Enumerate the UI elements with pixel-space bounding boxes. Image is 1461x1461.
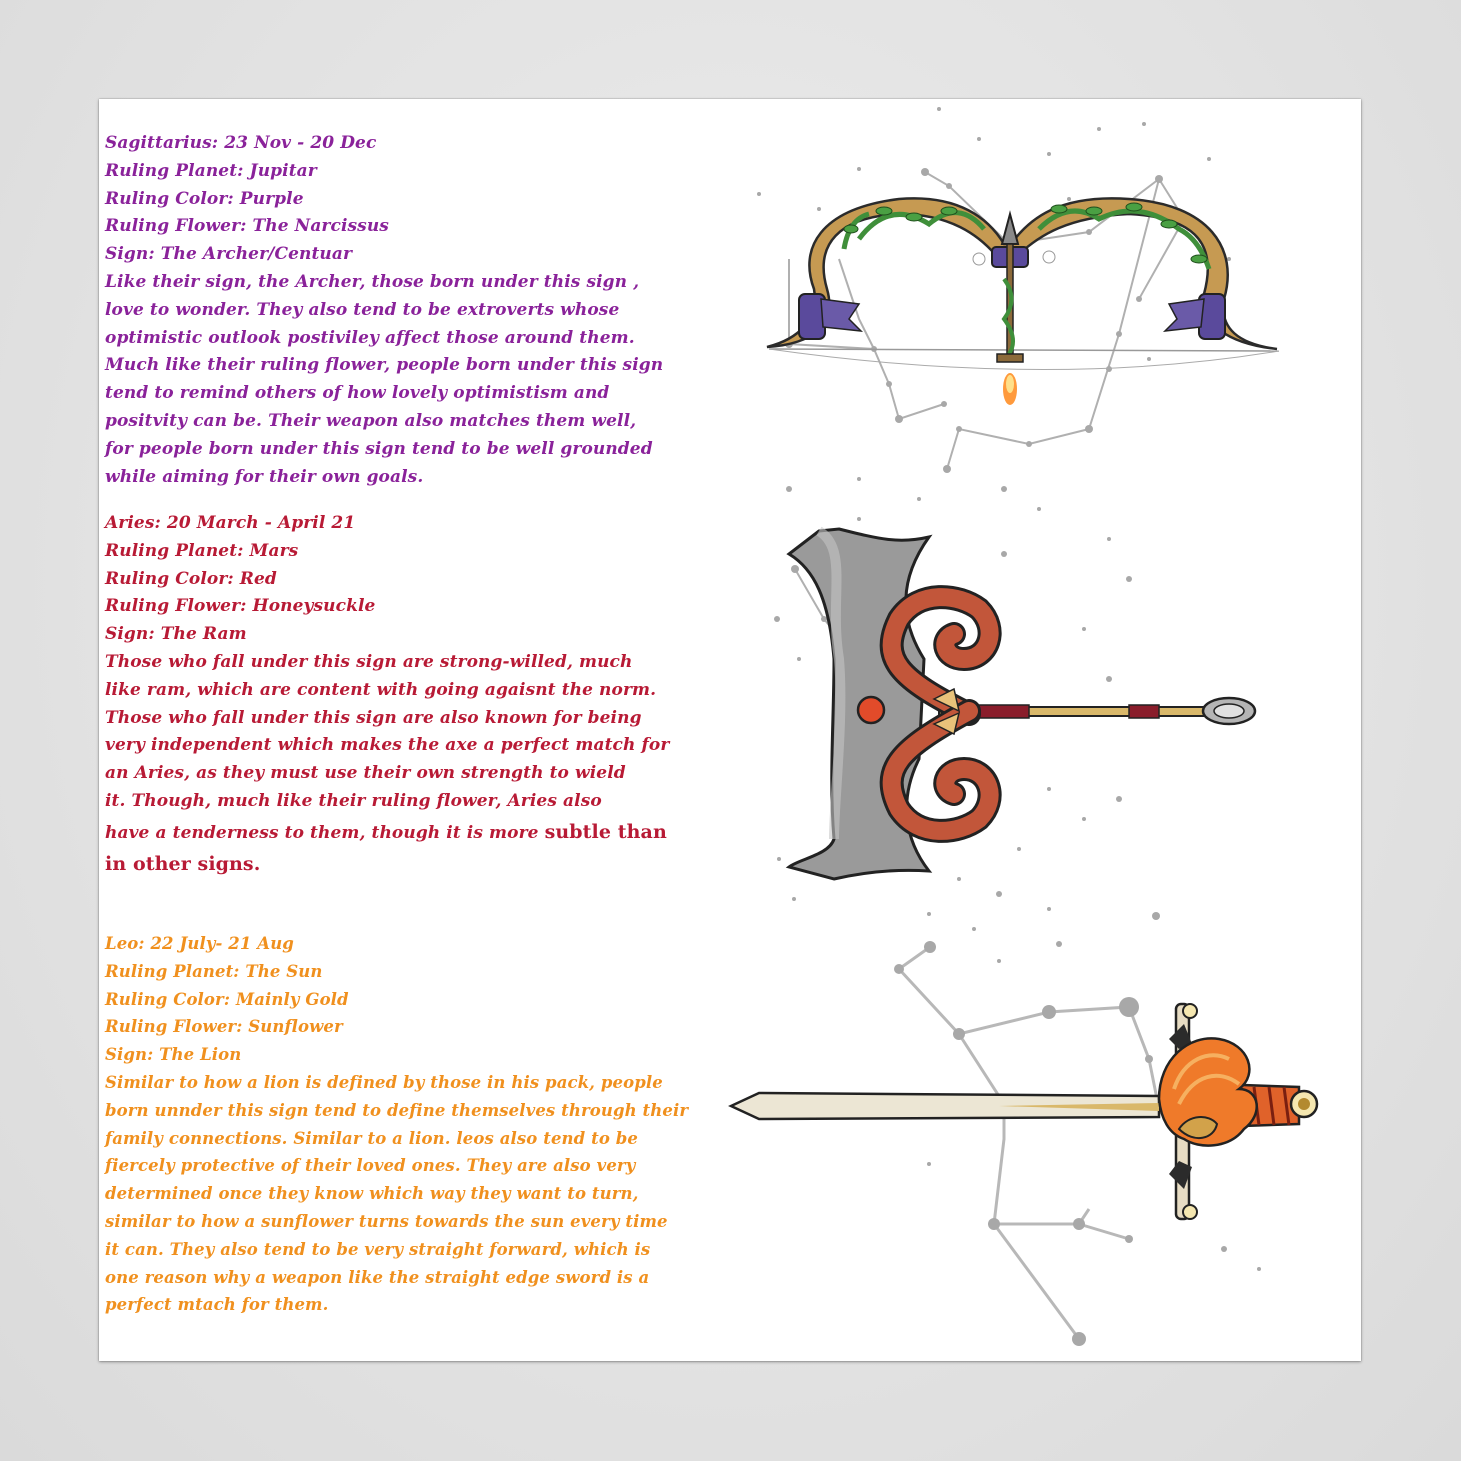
aries-final-line: in other signs. (105, 852, 261, 875)
leo-text-line: it can. They also tend to be very straight forward, which is (105, 1239, 651, 1259)
aries-text-line: an Aries, as they must use their own strength to wield (105, 763, 626, 784)
sagittarius-flower: Ruling Flower: The Narcissus (105, 216, 389, 237)
zodiac-poster (99, 99, 1361, 1361)
aries-last-line-start: have a tenderness to them, though it is more (105, 822, 545, 843)
leo-text-line: similar to how a sunflower turns towards the sun every time (105, 1211, 668, 1231)
aries-text-line: very independent which makes the axe a perfect match for (105, 735, 670, 756)
leo-text-line: one reason why a weapon like the straight edge sword is a (105, 1267, 650, 1287)
leo-text-line: born unnder this sign tend to define themselves through their (105, 1100, 689, 1120)
aries-text-line: Those who fall under this sign are strong-willed, much (105, 651, 633, 672)
sagittarius-sign: Sign: The Archer/Centuar (105, 244, 353, 265)
sagittarius-planet: Ruling Planet: Jupitar (105, 160, 317, 181)
leo-planet: Ruling Planet: The Sun (105, 961, 323, 981)
sagittarius-text-line: optimistic outlook postiviley affect those around them. (105, 327, 635, 348)
sagittarius-text-line: tend to remind others of how lovely optimistism and (105, 383, 610, 404)
aries-flower: Ruling Flower: Honeysuckle (105, 596, 376, 617)
sagittarius-text-line: Much like their ruling flower, people born under this sign (105, 355, 664, 376)
aries-title: Aries: 20 March - April 21 (105, 513, 356, 533)
leo-text-line: perfect mtach for them. (105, 1295, 329, 1315)
aries-text-line: Those who fall under this sign are also known for being (105, 707, 642, 728)
sagittarius-text-line: love to wonder. They also tend to be extroverts whose (105, 299, 620, 320)
aries-color: Ruling Color: Red (105, 568, 277, 589)
axe-icon (789, 529, 1255, 879)
leo-color: Ruling Color: Mainly Gold (105, 989, 349, 1009)
illustrations (99, 99, 1361, 1361)
sagittarius-text-line: for people born under this sign tend to be well grounded (105, 438, 653, 459)
leo-text-line: family connections. Similar to a lion. leos also tend to be (105, 1128, 639, 1148)
aries-text-line: like ram, which are content with going agaisnt the norm. (105, 679, 657, 700)
sagittarius-title: Sagittarius: 23 Nov - 20 Dec (105, 133, 377, 153)
leo-flower: Ruling Flower: Sunflower (105, 1017, 343, 1037)
leo-title: Leo: 22 July- 21 Aug (105, 934, 294, 953)
sagittarius-text-line: while aiming for their own goals. (105, 466, 424, 487)
sword-icon (731, 1004, 1317, 1219)
sagittarius-text-line: positvity can be. Their weapon also matches them well, (105, 410, 637, 431)
leo-text-line: fiercely protective of their loved ones. They are also very (105, 1156, 636, 1176)
leo-sign: Sign: The Lion (105, 1045, 242, 1065)
aries-sign: Sign: The Ram (105, 624, 247, 645)
leo-text-line: determined once they know which way they want to turn, (105, 1184, 639, 1204)
bow-icon (767, 198, 1279, 405)
aries-planet: Ruling Planet: Mars (105, 540, 299, 561)
sagittarius-color: Ruling Color: Purple (105, 188, 304, 209)
aries-last-line-emphasis: subtle than (544, 820, 667, 843)
sagittarius-text-line: Like their sign, the Archer, those born under this sign , (105, 271, 640, 292)
aries-text-line: it. Though, much like their ruling flower, Aries also (105, 790, 602, 811)
leo-text-line: Similar to how a lion is defined by those in his pack, people (105, 1072, 663, 1092)
